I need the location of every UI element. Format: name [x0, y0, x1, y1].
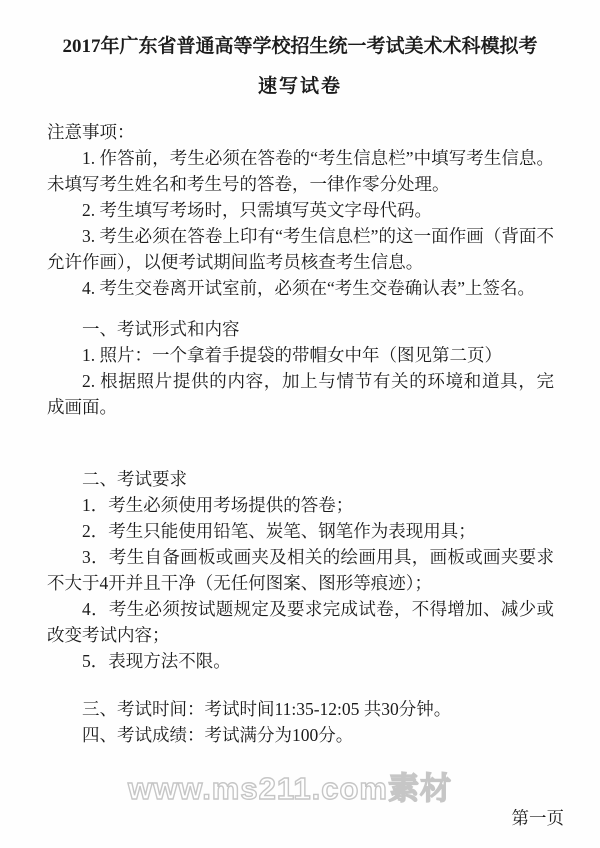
notice-item-1: 1. 作答前，考生必须在答卷的“考生信息栏”中填写考生信息。未填写考生姓名和考生号的答卷，一律作零分处理。	[47, 148, 554, 194]
section1-item-1: 1. 照片：一个拿着手提袋的带帽女中年（图见第二页）	[82, 345, 502, 365]
page-subtitle: 速写试卷	[257, 76, 342, 97]
notice-item-3: 3. 考生必须在答卷上印有“考生信息栏”的这一面作画（背面不允许作画），以便考试期间监考员核查考生信息。	[47, 226, 554, 272]
section2-item-4: 4．考生必须按试题规定及要求完成试卷，不得增加、减少或改变考试内容；	[47, 599, 554, 645]
document-body	[47, 119, 554, 748]
section2-item-5: 5．表现方法不限。	[82, 651, 231, 671]
section2-item-2: 2．考生只能使用铅笔、炭笔、钢笔作为表现用具；	[82, 521, 476, 541]
section1-item-2: 2. 根据照片提供的内容，加上与情节有关的环境和道具，完成画面。	[47, 371, 554, 417]
section4-line: 四、考试成绩：考试满分为100分。	[82, 725, 354, 745]
notice-heading: 注意事项：	[47, 122, 135, 142]
watermark: www.ms211.com素材	[128, 771, 452, 806]
section2-item-1: 1．考生必须使用考场提供的答卷；	[82, 495, 354, 515]
notice-item-2: 2. 考生填写考场时，只需填写英文字母代码。	[82, 200, 432, 220]
section2-item-3: 3．考生自备画板或画夹及相关的绘画用具，画板或画夹要求不大于4开并且干净（无任何图案、图形等痕迹）；	[47, 547, 554, 593]
page-title: 2017年广东省普通高等学校招生统一考试美术术科模拟考	[62, 36, 538, 57]
page-number: 第一页	[511, 808, 564, 828]
section2-heading: 二、考试要求	[82, 469, 187, 489]
section3-line: 三、考试时间：考试时间11:35-12:05 共30分钟。	[82, 699, 452, 719]
section1-heading: 一、考试形式和内容	[82, 319, 240, 339]
notice-item-4: 4. 考生交卷离开试室前，必须在“考生交卷确认表”上签名。	[82, 278, 536, 298]
